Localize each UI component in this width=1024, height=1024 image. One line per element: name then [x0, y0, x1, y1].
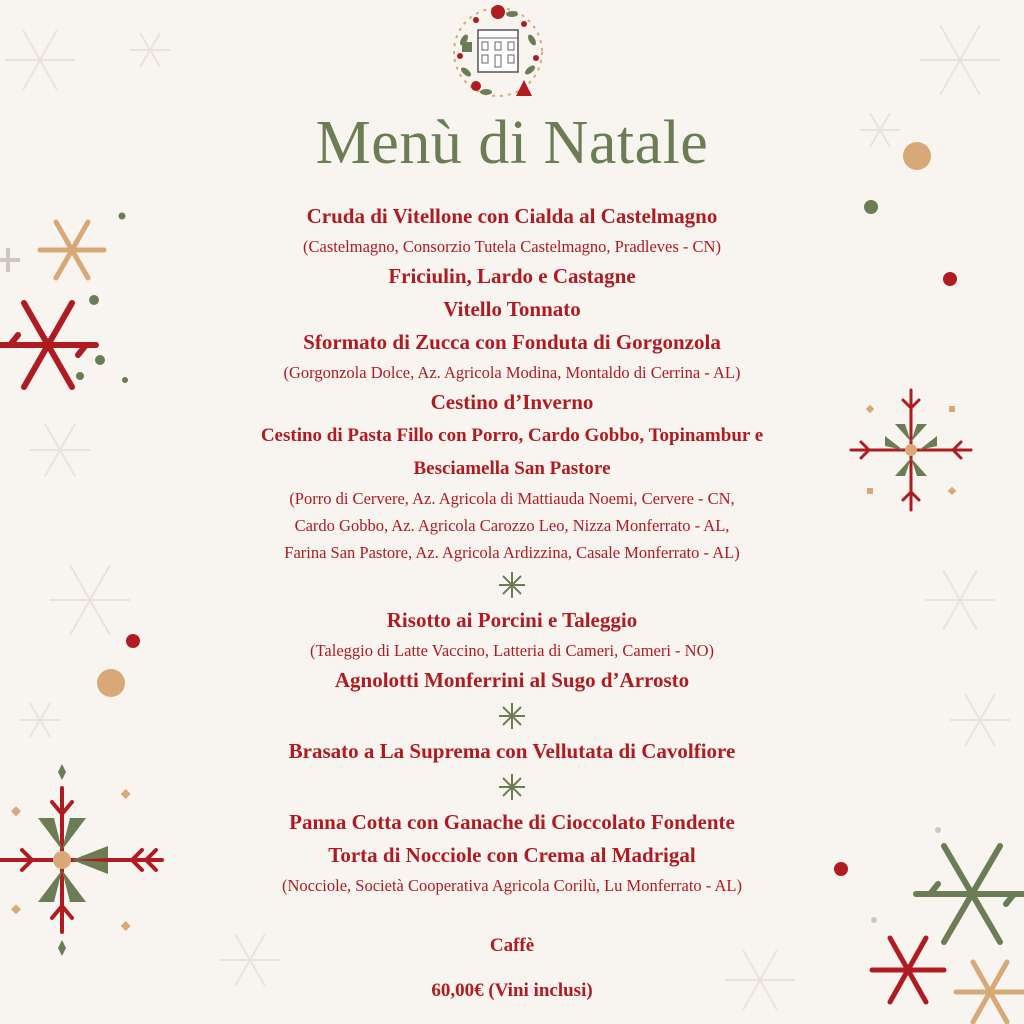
menu-item: Sformato di Zucca con Fonduta di Gorgonzola	[303, 330, 721, 354]
price: 60,00€ (Vini inclusi)	[431, 980, 593, 1001]
menu-item: Cestino di Pasta Fillo con Porro, Cardo Gobbo, Topinambur e	[260, 425, 764, 446]
menu-item-note: Farina San Pastore, Az. Agricola Ardizzina, Casale Monferrato - AL)	[284, 543, 740, 562]
menu-item: Cestino d’Inverno	[430, 390, 594, 414]
menu-list	[120, 200, 904, 1007]
menu-item: Vitello Tonnato	[443, 297, 581, 321]
menu-item-note: (Taleggio di Latte Vaccino, Latteria di Cameri, Cameri - NO)	[309, 641, 715, 660]
menu-item: Torta di Nocciole con Crema al Madrigal	[328, 843, 696, 867]
menu-item-coffee: Caffè	[489, 935, 535, 956]
menu-item-note: (Gorgonzola Dolce, Az. Agricola Modina, Montaldo di Cerrina - AL)	[283, 363, 741, 382]
menu-item: Besciamella San Pastore	[413, 458, 611, 479]
separator-snowflake-icon	[120, 697, 904, 735]
separator-snowflake-icon	[120, 768, 904, 806]
menu-item: Cruda di Vitellone con Cialda al Castelmagno	[306, 204, 718, 228]
menu-item: Risotto ai Porcini e Taleggio	[386, 608, 638, 632]
menu-item: Panna Cotta con Ganache di Cioccolato Fondente	[289, 810, 735, 834]
menu-item-note: (Porro di Cervere, Az. Agricola di Mattiauda Noemi, Cervere - CN,	[289, 489, 735, 508]
menu-item: Friciulin, Lardo e Castagne	[388, 264, 636, 288]
menu-item-note: (Nocciole, Società Cooperativa Agricola Corilù, Lu Monferrato - AL)	[281, 876, 743, 895]
menu-item-note: Cardo Gobbo, Az. Agricola Carozzo Leo, Nizza Monferrato - AL,	[294, 516, 730, 535]
menu-item-note: (Castelmagno, Consorzio Tutela Castelmagno, Pradleves - CN)	[303, 237, 721, 256]
wreath-logo-icon	[446, 0, 550, 104]
menu-item: Agnolotti Monferrini al Sugo d’Arrosto	[334, 668, 690, 692]
page-title: Menù di Natale	[315, 109, 709, 177]
separator-snowflake-icon	[120, 566, 904, 604]
menu-item: Brasato a La Suprema con Vellutata di Cavolfiore	[288, 739, 736, 763]
snowflake-cluster-left-top-icon	[0, 210, 130, 410]
